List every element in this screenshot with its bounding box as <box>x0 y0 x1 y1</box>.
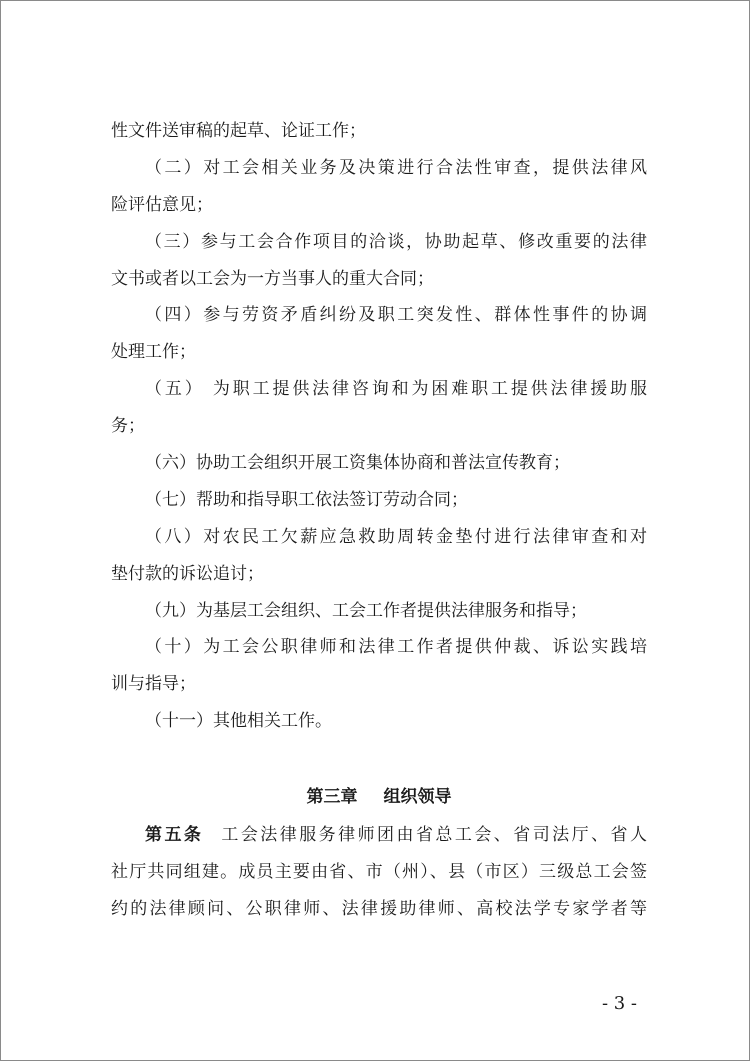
paragraph-line: 务； <box>111 416 145 437</box>
paragraph-line: （八）对农民工欠薪应急救助周转金垫付进行法律审查和对 <box>145 526 647 547</box>
paragraph-line: 训与指导； <box>111 674 196 695</box>
article-line: 约的法律顾问、公职律师、法律援助律师、高校法学专家学者等 <box>111 898 647 919</box>
document-body <box>111 113 647 928</box>
paragraph-line: （三）参与工会合作项目的洽谈，协助起草、修改重要的法律 <box>145 231 647 252</box>
article-line: 社厅共同组建。成员主要由省、市（州）、县（市区）三级总工会签 <box>111 861 647 882</box>
page-number: - 3 - <box>601 993 637 1014</box>
paragraph-line: 文书或者以工会为一方当事人的重大合同； <box>111 268 434 289</box>
paragraph-line: （十一）其他相关工作。 <box>145 711 332 732</box>
paragraph-line: 垫付款的诉讼追讨； <box>111 563 264 584</box>
article-label: 第五条 <box>145 825 204 846</box>
paragraph-line: （二）对工会相关业务及决策进行合法性审查，提供法律风 <box>145 157 647 178</box>
paragraph-line: （九）为基层工会组织、工会工作者提供法律服务和指导； <box>145 600 587 621</box>
paragraph-line: 处理工作； <box>111 342 196 363</box>
article-first-line <box>111 817 647 854</box>
paragraph-line: （四）参与劳资矛盾纠纷及职工突发性、群体性事件的协调 <box>145 305 647 326</box>
paragraph-line: （七）帮助和指导职工依法签订劳动合同； <box>145 489 468 510</box>
chapter-title: 组织领导 <box>383 787 452 808</box>
paragraph-line: （五） 为职工提供法律咨询和为困难职工提供法律援助服 <box>145 379 647 400</box>
chapter-heading <box>111 777 647 817</box>
chapter-number: 第三章 <box>306 787 358 808</box>
section-spacer <box>111 740 647 777</box>
paragraph-line: 险评估意见； <box>111 194 213 215</box>
paragraph-line: 性文件送审稿的起草、论证工作； <box>111 121 366 141</box>
paragraph-line: （六）协助工会组织开展工资集体协商和普法宣传教育； <box>145 453 570 474</box>
paragraph-line: （十）为工会公职律师和法律工作者提供仲裁、诉讼实践培 <box>145 637 647 658</box>
article-text: 工会法律服务律师团由省总工会、省司法厅、省人 <box>221 825 647 846</box>
